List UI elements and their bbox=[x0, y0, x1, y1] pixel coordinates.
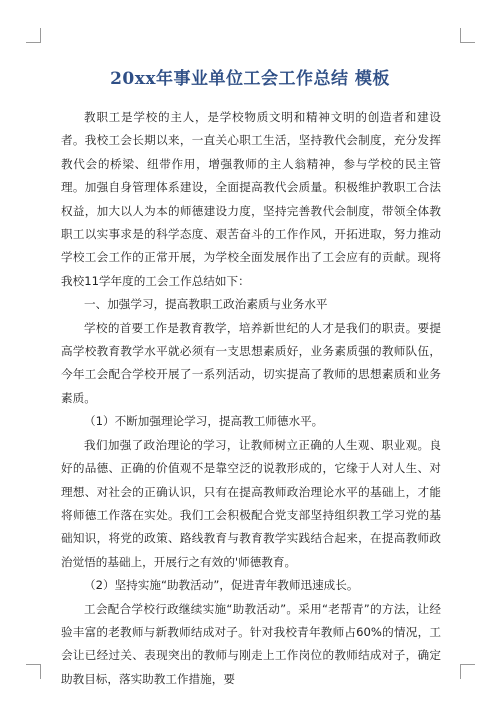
subheading-2: （2）坚持实施“助教活动”，促进青年教师迅速成长。 bbox=[84, 578, 359, 593]
paragraph-intro: 教职工是学校的主人，是学校物质文明和精神文明的创造者和建设者。我校工会长期以来，一直关心职工生活，坚持教代会制度，充分发挥教代会的桥梁、纽带作用，增强教师的主人翁精神，参与学校的民主管理。加强自身管理体系建设，全面提高教代会质量。积极维护教职工合法权益，加大以人为本的师德建设力度，坚持完善教代会制度，带领全体教职工以实事求是的科学态度、艰苦奋斗的工作作风，开拓进取，努力推动学校工会工作的正常开展，为学校全面发展作出了工会应有的贡献。现将我校11学年度的工会工作总结如下： bbox=[61, 110, 441, 288]
crop-mark-top-right bbox=[460, 28, 475, 43]
crop-mark-top-left bbox=[26, 28, 41, 43]
paragraph-subsection-2: 工会配合学校行政继续实施“助教活动”。采用“老帮青”的方法，让经验丰富的老教师与新教师结成对子。针对我校青年教师占60%的情况，工会让已经过关、表现突出的教师与刚走上工作岗位的教师结成对子，确定助教目标，落实助教工作措施，要 bbox=[61, 601, 441, 686]
paragraph-subsection-1: 我们加强了政治理论的学习，让教师树立正确的人生观、职业观。良好的品德、正确的价值观不是靠空泛的说教形成的，它缘于人对人生、对理想、对社会的正确认识，只有在提高教师政治理论水平的基础上，才能将师德工作落在实处。我们工会积极配合党支部坚持组织教工学习党的基础知识，将党的政策、路线教育与教育教学实践结合起来，在提高教师政治觉悟的基础上，开展行之有效的'师德教育。 bbox=[61, 437, 441, 569]
paragraph-section-1: 学校的首要工作是教育教学，培养新世纪的人才是我们的职责。要提高学校教育教学水平就必须有一支思想素质好，业务素质强的教师队伍，今年工会配合学校开展了一系列活动，切实提高了教师的思想素质和业务素质。 bbox=[61, 320, 441, 405]
subheading-1: （1）不断加强理论学习，提高教工师德水平。 bbox=[84, 414, 324, 429]
crop-mark-bottom-right bbox=[460, 664, 475, 679]
document-title: 20xx年事业单位工会工作总结 模板 bbox=[110, 69, 390, 89]
section-heading-1: 一、加强学习，提高教职工政治素质与业务水平 bbox=[84, 297, 328, 312]
document-body bbox=[61, 106, 441, 691]
crop-mark-bottom-left bbox=[26, 664, 41, 679]
